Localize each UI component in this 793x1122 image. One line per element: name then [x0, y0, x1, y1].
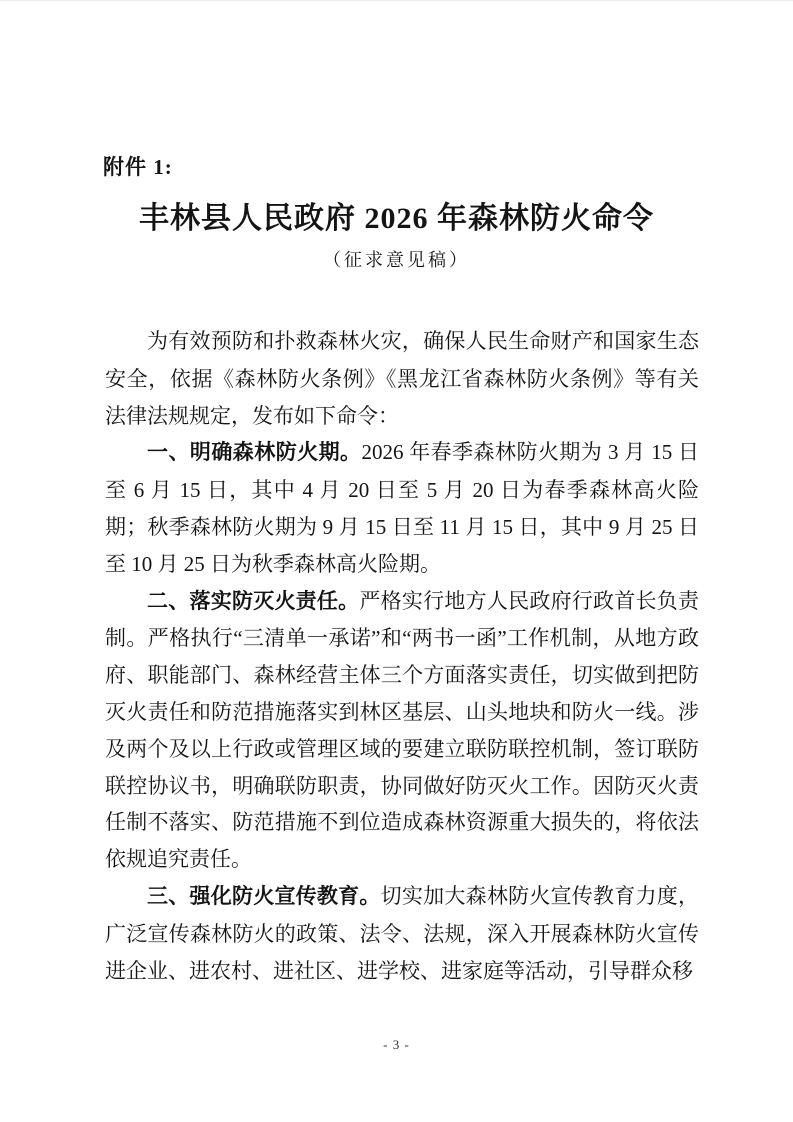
page-number: - 3 -	[383, 1037, 410, 1052]
paragraph-intro	[105, 323, 699, 434]
paragraph-text: 2026 年春季森林防火期为 3 月 15 日至 6 月 15 日，其中 4 月 20 日至 5 月 20 日为春季森林高火险期；秋季森林防火期为 9 月 15 日至 11 月 15 日，其中 9 月 25 日至 10 月 25 日为秋季森林高火险期。	[105, 440, 699, 576]
paragraph-lead: 三、强化防火宣传教育。	[147, 884, 381, 908]
paragraph-text: 切实加大森林防火宣传教育力度，广泛宣传森林防火的政策、法令、法规，深入开展森林防火宣传进企业、进农村、进社区、进学校、进家庭等活动，引导群众移	[105, 883, 699, 983]
document-body	[105, 323, 699, 989]
attachment-label: 附件 1:	[103, 155, 173, 179]
paragraph-text: 为有效预防和扑救森林火灾，确保人民生命财产和国家生态安全，依据《森林防火条例》《黑龙江省森林防火条例》等有关法律法规规定，发布如下命令：	[105, 329, 699, 428]
document-title: 丰林县人民政府 2026 年森林防火命令	[139, 202, 654, 235]
paragraph-lead: 二、落实防灭火责任。	[147, 589, 360, 613]
document-subtitle: （征求意见稿）	[323, 250, 470, 270]
paragraph-section-1	[105, 434, 699, 582]
paragraph-lead: 一、明确森林防火期。	[147, 441, 362, 465]
paragraph-section-2	[105, 583, 699, 878]
paragraph-section-3	[105, 878, 699, 989]
paragraph-text: 严格实行地方人民政府行政首长负责制。严格执行“三清单一承诺”和“两书一函”工作机制，从地方政府、职能部门、森林经营主体三个方面落实责任，切实做到把防灭火责任和防范措施落实到林区基层、山头地块和防火一线。涉及两个及以上行政或管理区域的要建立联防联控机制，签订联防联控协议书，明确联防职责，协同做好防灭火工作。因防灭火责任制不落实、防范措施不到位造成森林资源重大损失的，将依法依规追究责任。	[105, 588, 700, 872]
